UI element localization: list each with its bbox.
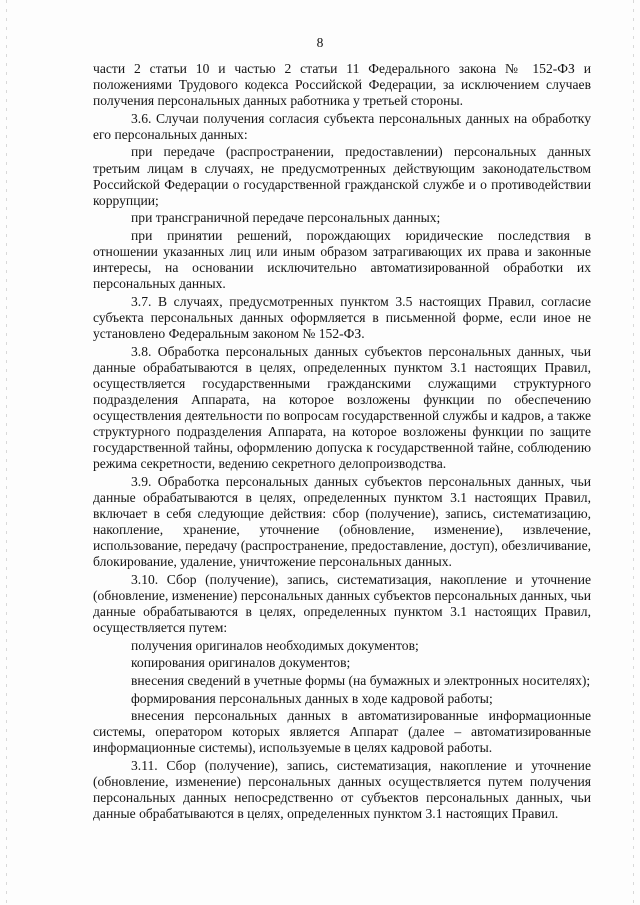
list-item-forms: внесения сведений в учетные формы (на бумажных и электронных носителях); (131, 672, 591, 688)
page-number: 8 (316, 35, 324, 50)
scan-edge-left (6, 0, 7, 905)
list-item-automated-systems: внесения персональных данных в автоматизированные информационные системы, оператором которых является Аппарат (далее – автоматизированные информационные системы), используемые в целях кадровой работы. (93, 708, 591, 756)
list-item-decisions: при принятии решений, порождающих юридические последствия в отношении указанных лиц или иным образом затрагивающих их права и законные интересы, на основании исключительно автоматизированной обработки их персональных данных. (93, 227, 591, 292)
paragraph-3-6: 3.6. Случаи получения согласия субъекта персональных данных на обработку его персональных данных: (93, 110, 591, 142)
list-item-originals: получения оригиналов необходимых документов; (131, 637, 419, 653)
list-item-crossborder: при трансграничной передаче персональных данных; (131, 210, 441, 226)
paragraph-3-7: 3.7. В случаях, предусмотренных пунктом 3.5 настоящих Правил, согласие субъекта персональных данных оформляется в письменной форме, если иное не установлено Федеральным законом № 152-ФЗ. (93, 293, 591, 341)
paragraph-3-8: 3.8. Обработка персональных данных субъектов персональных данных, чьи данные обрабатываются в целях, определенных пунктом 3.1 настоящих Правил, осуществляется государственными гражданскими служащими структурного подразделения Аппарата, на которое возложены функции по обеспечению осуществления деятельности по вопросам государственной службы и кадров, а также структурного подразделения Аппарата, на которое возложены функции по защите государственной тайны, оформлению допуска к государственной тайне, соблюдению режима секретности, ведению секретного делопроизводства. (93, 343, 591, 472)
paragraph-3-11: 3.11. Сбор (получение), запись, систематизация, накопление и уточнение (обновление, изменение) персональных данных осуществляется путем получения персональных данных непосредственно от субъектов персональных данных, чьи данные обрабатываются в целях, определенных пунктом 3.1 настоящих Правил. (93, 757, 591, 822)
paragraph-3-9: 3.9. Обработка персональных данных субъектов персональных данных, чьи данные обрабатываются в целях, определенных пунктом 3.1 настоящих Правил, включает в себя следующие действия: сбор (получение), запись, систематизацию, накопление, хранение, уточнение (обновление, изменение), извлечение, использование, передачу (распространение, предоставление, доступ), обезличивание, блокирование, удаление, уничтожение персональных данных. (93, 473, 591, 570)
paragraph-3-10: 3.10. Сбор (получение), запись, систематизация, накопление и уточнение (обновление, изменение) персональных данных субъектов персональных данных, чьи данные обрабатываются в целях, определенных пунктом 3.1 настоящих Правил, осуществляется путем: (93, 571, 591, 636)
paragraph-continuation: части 2 статьи 10 и частью 2 статьи 11 Федерального закона № 152-ФЗ и положениями Трудового кодекса Российской Федерации, за исключением случаев получения персональных данных работника у третьей стороны. (93, 61, 591, 109)
document-body (93, 61, 591, 824)
scan-edge-right (633, 0, 634, 905)
list-item-copies: копирования оригиналов документов; (131, 655, 351, 671)
list-item-hr-work: формирования персональных данных в ходе кадровой работы; (131, 690, 493, 706)
list-item-transfer: при передаче (распространении, предоставлении) персональных данных третьим лицам в случаях, не предусмотренных действующим законодательством Российской Федерации о государственной гражданской службе и о противодействии коррупции; (93, 144, 591, 208)
